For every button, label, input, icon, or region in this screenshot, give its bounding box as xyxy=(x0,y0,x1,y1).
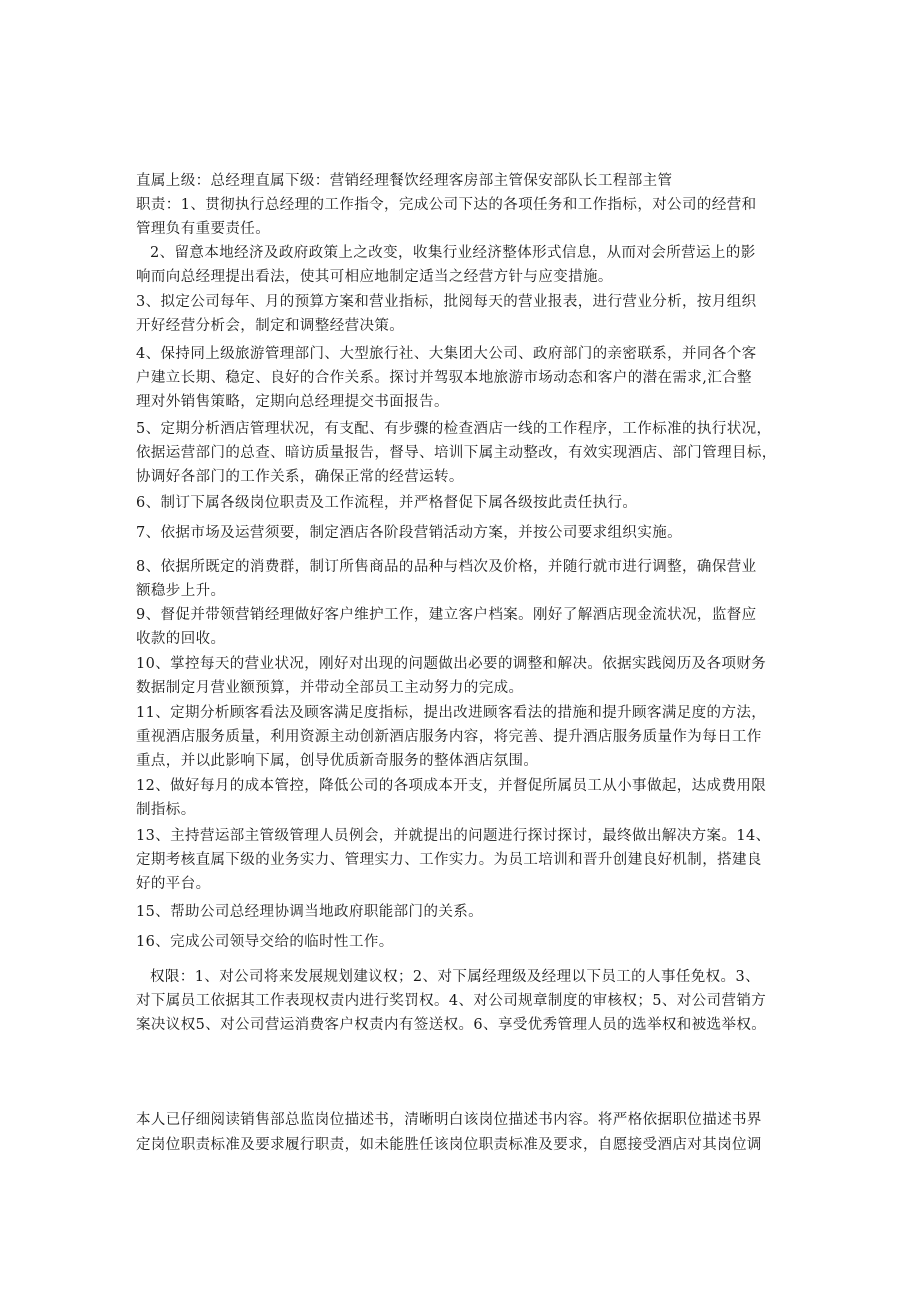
duty-line: 重点，并以此影响下属，创导优质新奇服务的整体酒店氛围。 xyxy=(136,753,539,769)
duty-line: 响而向总经理提出看法，使其可相应地制定适当之经营方针与应变措施。 xyxy=(136,269,613,285)
duty-line: 额稳步上升。 xyxy=(136,583,226,599)
duty-line: 15、帮助公司总经理协调当地政府职能部门的关系。 xyxy=(136,904,484,920)
duty-line: 重视酒店服务质量，利用资源主动创新酒店服务内容，将完善、提升酒店服务质量作为每日工作 xyxy=(136,729,762,745)
duty-line: 16、完成公司领导交给的临时性工作。 xyxy=(136,934,394,950)
duty-line: 开好经营分析会，制定和调整经营决策。 xyxy=(136,318,405,334)
duty-line: 4、保持同上级旅游管理部门、大型旅行社、大集团大公司、政府部门的亲密联系，并同各个客 xyxy=(136,346,757,362)
duty-line: 依据运营部门的总查、暗访质量报告，督导、培训下属主动整改，有效实现酒店、部门管理目标， xyxy=(136,445,777,461)
duty-line: 好的平台。 xyxy=(136,876,211,892)
duty-line: 数据制定月营业额预算，并带动全部员工主动努力的完成。 xyxy=(136,680,524,696)
header-line: 直属上级：总经理直属下级：营销经理餐饮经理客房部主管保安部队长工程部主管 xyxy=(136,173,673,189)
duty-line: 13、主持营运部主管级管理人员例会，并就提出的问题进行探讨探讨，最终做出解决方案。14、 xyxy=(136,828,771,844)
duty-line: 8、依据所既定的消费群，制订所售商品的品种与档次及价格，并随行就市进行调整，确保营业 xyxy=(136,559,757,575)
duty-line: 理对外销售策略，定期向总经理提交书面报告。 xyxy=(136,394,449,410)
duty-line: 户建立长期、稳定、良好的合作关系。探讨并驾驭本地旅游市场动态和客户的潜在需求,汇合整 xyxy=(136,370,752,386)
duty-line: 收款的回收。 xyxy=(136,631,226,647)
duty-line: 3、拟定公司每年、月的预算方案和营业指标，批阅每天的营业报表，进行营业分析，按月组织 xyxy=(136,294,757,310)
duty-line: 协调好各部门的工作关系，确保正常的经营运转。 xyxy=(136,469,464,485)
duty-line: 管理负有重要责任。 xyxy=(136,221,271,237)
duty-line: 职责：1、贯彻执行总经理的工作指令，完成公司下达的各项任务和工作指标，对公司的经营和 xyxy=(136,197,757,213)
authority-line: 对下属员工依据其工作表现权责内进行奖罚权。4、对公司规章制度的审核权；5、对公司营销方 xyxy=(136,993,767,1009)
duty-line: 12、做好每月的成本管控，降低公司的各项成本开支，并督促所属员工从小事做起，达成费用限 xyxy=(136,778,767,794)
duty-line: 定期考核直属下级的业务实力、管理实力、工作实力。为员工培训和晋升创建良好机制，搭建良 xyxy=(136,852,762,868)
duty-line: 5、定期分析酒店管理状况，有支配、有步骤的检查酒店一线的工作程序，工作标准的执行状况， xyxy=(136,421,772,437)
duty-line: 2、留意本地经济及政府政策上之改变，收集行业经济整体形式信息，从而对会所营运上的影 xyxy=(150,245,756,261)
authority-line: 案决议权5、对公司营运消费客户权责内有签送权。6、享受优秀管理人员的选举权和被选举权。 xyxy=(136,1017,767,1033)
duty-line: 6、制订下属各级岗位职责及工作流程，并严格督促下属各级按此责任执行。 xyxy=(136,495,638,511)
duty-line: 9、督促并带领营销经理做好客户维护工作，建立客户档案。刚好了解酒店现金流状况，监督应 xyxy=(136,607,757,623)
duty-line: 10、掌控每天的营业状况，刚好对出现的问题做出必要的调整和解决。依据实践阅历及各项财务 xyxy=(136,656,767,672)
duty-line: 11、定期分析顾客看法及顾客满足度指标，提出改进顾客看法的措施和提升顾客满足度的方法， xyxy=(136,705,767,721)
statement-line: 定岗位职责标准及要求履行职责，如未能胜任该岗位职责标准及要求，自愿接受酒店对其岗位调 xyxy=(136,1137,762,1153)
duty-line: 制指标。 xyxy=(136,802,196,818)
statement-line: 本人已仔细阅读销售部总监岗位描述书，清晰明白该岗位描述书内容。将严格依据职位描述书界 xyxy=(136,1112,762,1128)
duty-line: 7、依据市场及运营须要，制定酒店各阶段营销活动方案，并按公司要求组织实施。 xyxy=(136,525,683,541)
authority-line: 权限：1、对公司将来发展规划建议权；2、对下属经理级及经理以下员工的人事任免权。3、 xyxy=(150,969,760,985)
